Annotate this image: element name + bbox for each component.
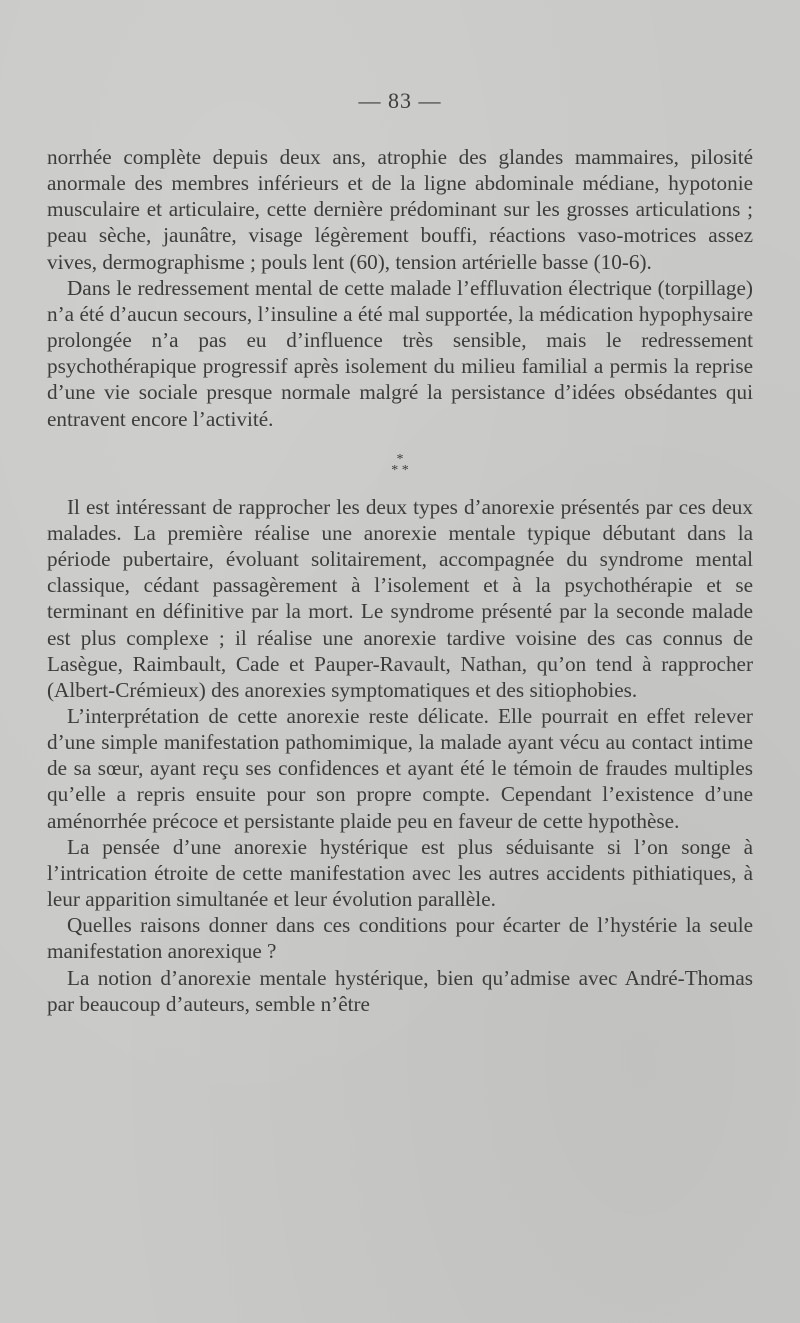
paragraph-notion: La notion d’anorexie mentale hystérique, bien qu’admise avec André-Thomas par beaucoup d’auteurs, semble n’être <box>47 965 753 1016</box>
paragraph-anorexie-hysterique: La pensée d’une anorexie hystérique est plus séduisante si l’on songe à l’intrication étroite de cette manifestation avec les autres accidents pithiatiques, à leur apparition simultanée et leur évolution parallèle. <box>47 834 753 912</box>
asterism-top: * <box>396 451 404 467</box>
paragraph-types-anorexie: Il est intéressant de rapprocher les deux types d’anorexie présentés par ces deux malades. La première réalise une anorexie mentale typique débutant dans la période pubertaire, évoluant solitairement, accompagnée du syndrome mental classique, cédant passagèrement à l’isolement et à la psychothérapie et se terminant en définitive par la mort. Le syndrome présenté par la seconde malade est plus complexe ; il réalise une anorexie tardive voisine des cas connus de Lasègue, Raimbault, Cade et Pauper-Ravault, Nathan, qu’on tend à rapprocher (Albert-Crémieux) des anorexies symptomatiques et des sitiophobies. <box>47 494 753 702</box>
paragraph-interpretation: L’interprétation de cette anorexie reste délicate. Elle pourrait en effet relever d’une simple manifestation pathomimique, la malade ayant vécu au contact intime de sa sœur, ayant reçu ses confidences et ayant été le témoin de fraudes multiples qu’elle a repris ensuite pour son propre compte. Cependant l’existence d’une aménorrhée précoce et persistante plaide peu en faveur de cette hypothèse. <box>47 703 753 833</box>
asterism-bottom: * * <box>391 462 409 478</box>
page-number: — 83 — <box>358 88 442 113</box>
paragraph-question: Quelles raisons donner dans ces conditions pour écarter de l’hystérie la seule manifestation anorexique ? <box>47 913 753 964</box>
paragraph-redressement: Dans le redressement mental de cette malade l’effluvation électrique (torpillage) n’a été d’aucun secours, l’insuline a été mal supportée, la médication hypophysaire prolongée n’a pas eu d’influence très sensible, mais le redressement psychothérapique progressif après isolement du milieu familial a permis la reprise d’une vie sociale presque normale malgré la persistance d’idées obsédantes qui entravent encore l’activité. <box>47 275 753 431</box>
page-text <box>47 144 753 1017</box>
section-break-asterism <box>47 451 753 478</box>
paragraph-continuation: norrhée complète depuis deux ans, atrophie des glandes mammaires, pilosité anormale des membres inférieurs et de la ligne abdominale médiane, hypotonie musculaire et articulaire, cette dernière prédominant sur les grosses articulations ; peau sèche, jaunâtre, visage légèrement bouffi, réactions vaso-motrices assez vives, dermographisme ; pouls lent (60), tension artérielle basse (10-6). <box>47 145 753 274</box>
